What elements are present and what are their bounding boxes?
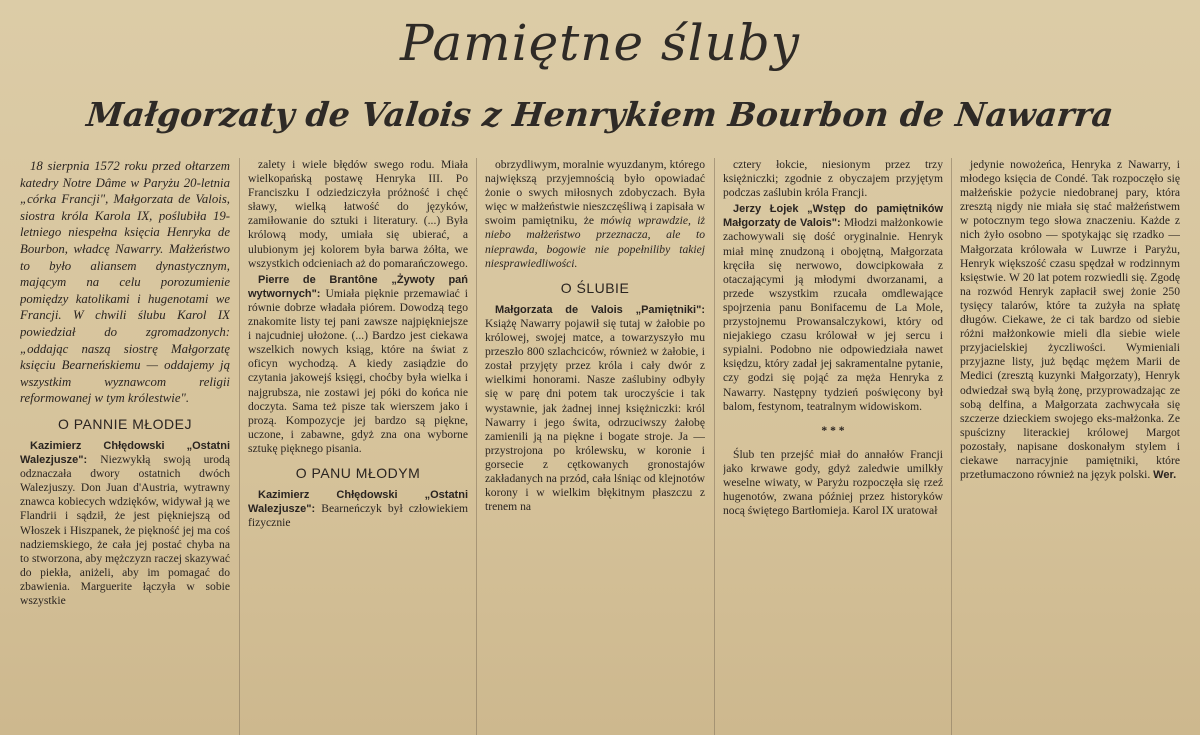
column-divider	[951, 158, 952, 735]
paragraph-text: Niezwykłą swoją urodą odznaczała dwory ostatnich dwóch Walezjuszy. Don Juan d'Austria, wytrawny znawca kobiecych wdzięków, widywał ją we Flandrii i sądził, że jest piękniejszą od Włoszek i Hiszpanek, że piękność jej ma coś nadziemskiego, że cała jej postać chyba na to stworzona, aby mężczyzn raczej skazywać do piekła, aniżeli, aby im pomagać do zbawienia. Marguerite łączyła w sobie wszystkie	[20, 453, 230, 608]
source-citation: Pierre de Brantône „Żywoty pań wytwornych":	[248, 273, 468, 300]
section-separator: * * *	[821, 423, 845, 437]
paragraph-text: obrzydliwym, moralnie wyuzdanym, którego największą przyjemnością było opowiadać żonie o swych miłosnych zdobyczach. Była więc w małżeństwie nieszczęśliwą i zapisała w swoim pamiętniku, że	[485, 158, 705, 228]
paragraph-text: Bearneńczyk był człowiekiem fizycznie	[248, 502, 468, 530]
column-2	[248, 158, 468, 735]
article-subtitle: Małgorzaty de Valois z Henrykiem Bourbon de Nawarra	[84, 95, 1116, 134]
column-divider	[714, 158, 715, 735]
section-heading-groom: O PANU MŁODYM	[295, 464, 421, 481]
paragraph-text: Młodzi małżonkowie zachowywali się dość oryginalnie. Henryk miał minę znudzoną i obojętną, Małgorzata kręciła się nerwowo, dowcipkowała z otaczającymi ją młodymi dworzanami, a przede wszystkim rzucała omdlewające spojrzenia panu Bonifacemu de La Mole, przystojnemu Prowansalczykowi, który od niejakiego czasu królował w jej sercu i sypialni. Podobno nie odpowiedziała nawet księdzu, który zadał jej sakramentalne pytanie, czy godzi się pojąć za męża Henryka z Nawarry. Następny tydzień poświęcony był balom, festynom, teatralnym widowiskom.	[723, 216, 943, 413]
paragraph	[485, 158, 705, 271]
column-1	[20, 158, 230, 735]
paragraph	[723, 202, 943, 413]
paragraph	[960, 158, 1180, 482]
column-4	[723, 158, 943, 735]
source-citation: Jerzy Łojek „Wstęp do pamiętników Małgorzaty de Valois":	[723, 203, 943, 230]
paragraph	[20, 439, 230, 608]
section-heading-wedding: O ŚLUBIE	[560, 279, 630, 296]
paragraph-text: zalety i wiele błędów swego rodu. Miała wielkopańską postawę Henryka III. Po Franciszku I odziedziczyła próżność i chęć sławy, wielką łatwość do języków, zamiłowanie do sztuki i literatury. (...) Była królową mody, umiała się ubierać, a ulubionym jej kolorem była barwa żółta, we wszystkich odcieniach aż do pomarańczowego.	[248, 158, 468, 270]
quote-text: mówią wprawdzie, iż niebo małżeństwo przeznacza, ale to nieprawda, bogowie nie popełniliby takiej niesprawiedliwości.	[485, 214, 705, 270]
paragraph-text: Ślub ten przejść miał do annałów Francji jako krwawe gody, gdyż zaledwie umilkły weselne wiwaty, w Paryżu rozpoczęła się rzeź hugenotów, zwana później przez historyków nocą świętego Bartłomieja. Karol IX uratował	[723, 447, 943, 518]
paragraph-text: cztery łokcie, niesionym przez trzy księżniczki; zgodnie z obyczajem przyjętym podczas zaślubin króla Francji.	[723, 158, 943, 200]
column-5	[960, 158, 1180, 735]
paragraph-text: Umiała pięknie przemawiać i równie dobrze władała piórem. Dowodzą tego znakomite listy tej pani zawsze najpiękniejsze i najcudniej ułożone. (...) Bardzo jest ciekawa wszelkich nowych ksiąg, które na świat z oficyn wychodzą. A kiedy zasiądzie do czytania jakowejś księgi, choćby była wielka i najgrubsza, nie zostawi jej póki do końca nie doczyta. Sama też pisze tak wierszem jako i prozą. Kompozycje jej bardzo są piękne, uczone, i zabawne, gdyż zna ona wyborne sztukę pięknego pisania.	[248, 286, 468, 455]
source-citation: Kazimierz Chłędowski „Ostatni Walezjusze":	[20, 440, 230, 467]
paragraph-text: jedynie nowożeńca, Henryka z Nawarry, i młodego księcia de Condé. Tak rozpoczęło się małżeńskie pożycie niedobranej pary, która zresztą nigdy nie miała się stać małżeństwem w potocznym tego słowa znaczeniu. Każde z nich żyło osobno — spotykając się rzadko — Małgorzata królowała w Luwrze i Paryżu, Henryk większość czasu spędzał w rodzinnym księstwie. W 20 lat potem rozwiedli się. Zgodę na rozwód Henryk zapłacił swej żonie 250 tysięcy talarów, które ta zużyła na spłatę długów. Ciekawe, że ci tak bardzo od siebie różni małżonkowie mieli dla siebie wiele przyjacielskiej życzliwości. Wymieniali przyjazne listy, już będąc mężem Marii de Medici (zresztą kuzynki Małgorzaty), Henryk odwiedzał swą byłą żonę, przyprowadzając ze sobą delfina, a Małgorzata zachwycała się szczerze dzieckiem swojego eks-małżonka. Ze spuścizny literackiej królowej Margot pozostały, napisane doskonałym stylem i ciekawe narracyjnie pamiętniki, które przetłumaczono również na język polski.	[960, 158, 1180, 482]
paragraph	[248, 273, 468, 456]
source-citation: Małgorzata de Valois „Pamiętniki":	[495, 303, 705, 316]
paragraph	[248, 488, 468, 530]
paragraph-text: Książę Nawarry pojawił się tutaj w żałobie po królowej, swojej matce, a towarzyszyło mu przeszło 800 szlachciców, również w żałobie, i został przyjęty przez króla i cały dwór z wielkimi honorami. Nasze zaślubiny odbyły się w parę dni potem tak uroczyście i tak wystawnie, jak żadnej innej księżniczki: król Nawarry i jego świta, odrzuciwszy żałobę zamienili ją na piękne i bogate stroje. Ja — przystrojona po królewsku, w koronie i gorsecie z cętkowanych gronostajów zakładanych na przód, cała lśniąc od klejnotów korony i w wielkim błękitnym płaszczu z trenem na	[485, 316, 705, 514]
column-divider	[476, 158, 477, 735]
source-citation: Kazimierz Chłędowski „Ostatni Walezjusze":	[248, 489, 468, 516]
paragraph	[485, 303, 705, 514]
lead-paragraph: 18 sierpnia 1572 roku przed ołtarzem katedry Notre Dâme w Paryżu 20-letnia „córka Francji", Małgorzata de Valois, siostra króla Karola IX, poślubiła 19-letniego niespełna księcia Henryka de Bourbon, władcę Nawarry. Małżeństwo to było aliansem dynastycznym, mającym na celu porozumienie pomiędzy katolikami i hugenotami we Francji. W chwili ślubu Karol IX powiedział do zgromadzonych: „oddając naszą siostrę Małgorzatę księciu Bearneńskiemu — oddajemy ją wszystkim wyznawcom religii reformowanej w tym królestwie".	[20, 159, 230, 406]
section-heading-bride: O PANNIE MŁODEJ	[57, 415, 193, 432]
column-divider	[239, 158, 240, 735]
author-signature: Wer.	[1153, 469, 1177, 482]
column-3	[485, 158, 705, 735]
article-title: Pamiętne śluby	[399, 14, 801, 72]
